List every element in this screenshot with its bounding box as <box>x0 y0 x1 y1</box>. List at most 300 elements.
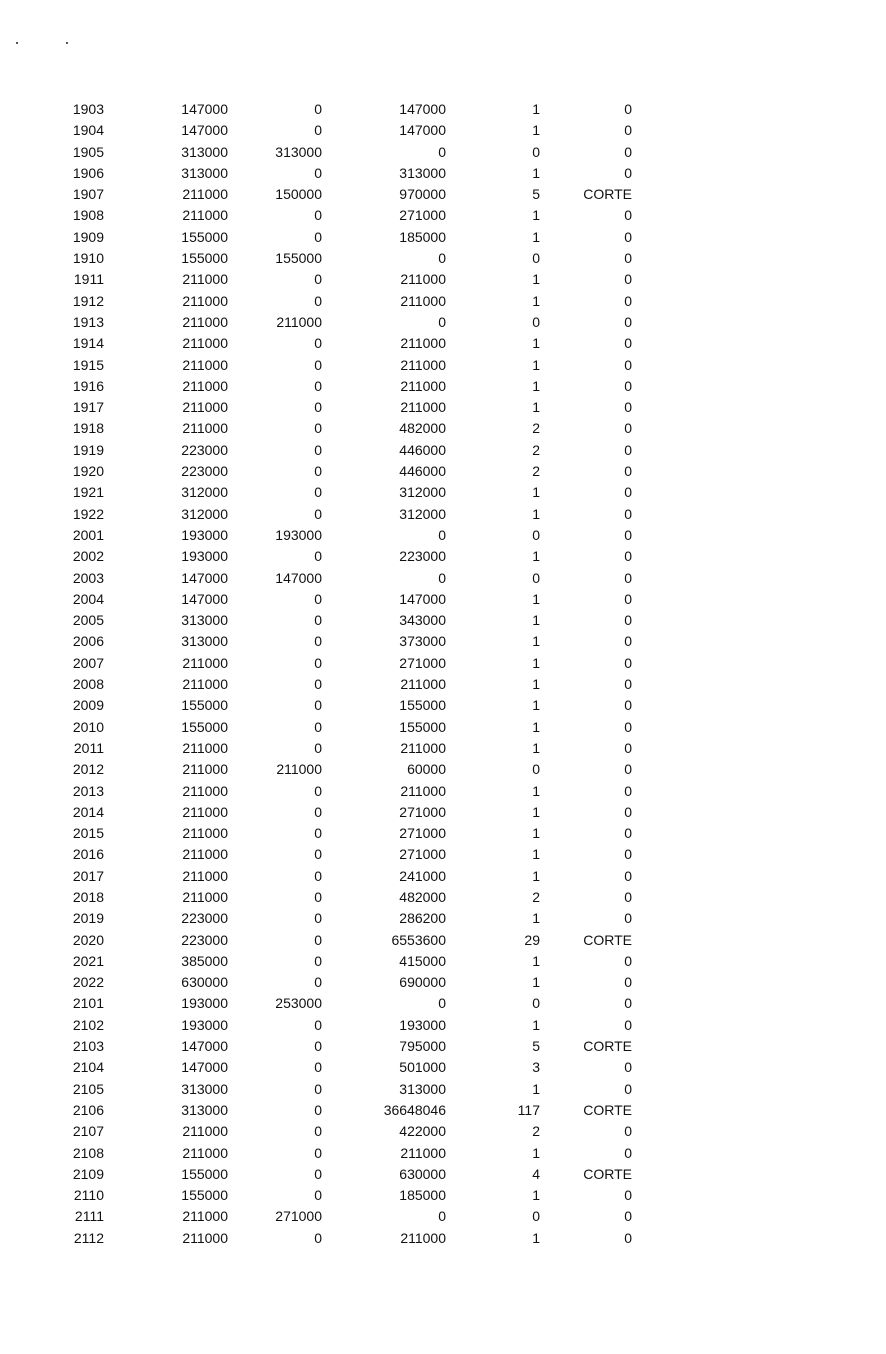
table-cell: 3 <box>532 1059 540 1076</box>
table-row <box>0 951 886 972</box>
table-cell: 0 <box>314 1165 322 1182</box>
table-cell: 2108 <box>72 1144 104 1161</box>
table-cell: 1 <box>532 803 540 820</box>
table-cell: 2008 <box>72 676 104 693</box>
table-cell: 2013 <box>72 782 104 799</box>
table-cell: 313000 <box>399 164 446 181</box>
table-cell: 1 <box>532 676 540 693</box>
table-cell: 60000 <box>407 761 446 778</box>
table-row <box>0 738 886 759</box>
table-cell: 0 <box>624 974 632 991</box>
table-cell: 313000 <box>181 1101 228 1118</box>
table-cell: 1 <box>532 548 540 565</box>
table-row <box>0 866 886 887</box>
table-row <box>0 1164 886 1185</box>
table-cell: 271000 <box>399 654 446 671</box>
table-row <box>0 120 886 141</box>
table-cell: 0 <box>314 1101 322 1118</box>
table-cell: 0 <box>624 356 632 373</box>
table-cell: 2105 <box>72 1080 104 1097</box>
table-cell: 0 <box>314 931 322 948</box>
table-cell: 313000 <box>181 164 228 181</box>
table-cell: 1 <box>532 399 540 416</box>
table-cell: 2020 <box>72 931 104 948</box>
table-cell: 1913 <box>72 313 104 330</box>
table-cell: 155000 <box>181 1165 228 1182</box>
table-cell: 223000 <box>399 548 446 565</box>
table-cell: 0 <box>314 1123 322 1140</box>
table-cell: 2006 <box>72 633 104 650</box>
table-cell: 415000 <box>399 952 446 969</box>
table-cell: 211000 <box>400 1229 446 1246</box>
table-cell: 0 <box>624 590 632 607</box>
table-cell: 193000 <box>181 995 228 1012</box>
table-cell: 0 <box>314 739 322 756</box>
table-cell: 211000 <box>276 313 322 330</box>
table-cell: 6553600 <box>391 931 446 948</box>
table-cell: 1 <box>532 1080 540 1097</box>
table-cell: 2003 <box>72 569 104 586</box>
table-cell: 211000 <box>182 1144 228 1161</box>
table-row <box>0 376 886 397</box>
table-cell: 482000 <box>399 888 446 905</box>
table-cell: 211000 <box>400 292 446 309</box>
table-cell: 185000 <box>399 1187 446 1204</box>
table-cell: 1 <box>532 654 540 671</box>
table-cell: 147000 <box>399 101 446 117</box>
table-cell: 1914 <box>72 335 104 352</box>
table-cell: 0 <box>624 761 632 778</box>
table-row <box>0 355 886 376</box>
table-cell: 286200 <box>399 910 446 927</box>
table-cell: 1 <box>532 207 540 224</box>
table-cell: 1 <box>532 697 540 714</box>
table-cell: 0 <box>624 484 632 501</box>
table-cell: 0 <box>624 143 632 160</box>
table-cell: 0 <box>314 697 322 714</box>
table-cell: 690000 <box>399 974 446 991</box>
table-cell: 211000 <box>182 739 228 756</box>
table-cell: 1907 <box>72 186 104 203</box>
table-cell: 253000 <box>275 995 322 1012</box>
table-cell: 0 <box>624 377 632 394</box>
table-cell: 2012 <box>72 761 104 778</box>
table-row <box>0 887 886 908</box>
table-row <box>0 781 886 802</box>
table-cell: 4 <box>532 1165 540 1182</box>
table-cell: 0 <box>624 250 632 267</box>
table-cell: 0 <box>624 1187 632 1204</box>
table-cell: 211000 <box>182 335 228 352</box>
table-cell: 630000 <box>399 1165 446 1182</box>
table-cell: 0 <box>624 420 632 437</box>
table-cell: 2102 <box>72 1016 104 1033</box>
table-cell: 0 <box>624 846 632 863</box>
table-cell: 0 <box>314 910 322 927</box>
table-cell: 193000 <box>275 526 322 543</box>
table-cell: 1917 <box>72 399 104 416</box>
table-row <box>0 1185 886 1206</box>
table-cell: 0 <box>314 420 322 437</box>
table-row <box>0 546 886 567</box>
table-cell: 0 <box>314 867 322 884</box>
table-row <box>0 674 886 695</box>
table-cell: 0 <box>624 207 632 224</box>
table-cell: 0 <box>314 633 322 650</box>
table-cell: 0 <box>532 569 540 586</box>
table-cell: 0 <box>624 441 632 458</box>
table-cell: 0 <box>314 484 322 501</box>
table-cell: 630000 <box>181 974 228 991</box>
table-cell: 0 <box>314 676 322 693</box>
table-cell: 1 <box>532 782 540 799</box>
table-cell: 0 <box>314 548 322 565</box>
table-cell: 185000 <box>399 228 446 245</box>
table-cell: 0 <box>624 1059 632 1076</box>
table-row <box>0 227 886 248</box>
table-cell: 1 <box>532 164 540 181</box>
table-cell: 343000 <box>399 612 446 629</box>
table-cell: 211000 <box>182 846 228 863</box>
table-cell: 1 <box>532 846 540 863</box>
table-cell: 795000 <box>399 1038 446 1055</box>
table-cell: 0 <box>624 676 632 693</box>
table-cell: 1912 <box>72 292 104 309</box>
table-cell: 501000 <box>399 1059 446 1076</box>
table-cell: 0 <box>532 761 540 778</box>
table-cell: 0 <box>314 1080 322 1097</box>
table-cell: 211000 <box>182 782 228 799</box>
table-row <box>0 291 886 312</box>
table-cell: 1918 <box>72 420 104 437</box>
table-cell: 0 <box>314 164 322 181</box>
table-cell: 1 <box>532 718 540 735</box>
table-cell: 2 <box>532 441 540 458</box>
table-cell: 1 <box>532 910 540 927</box>
table-cell: 0 <box>624 399 632 416</box>
table-cell: 1 <box>532 271 540 288</box>
table-cell: 0 <box>624 313 632 330</box>
table-cell: 211000 <box>182 292 228 309</box>
table-cell: 0 <box>314 356 322 373</box>
table-cell: 2015 <box>72 825 104 842</box>
table-cell: 0 <box>624 739 632 756</box>
table-cell: 1 <box>532 952 540 969</box>
table-cell: 211000 <box>182 761 228 778</box>
table-cell: 0 <box>624 463 632 480</box>
table-row <box>0 1228 886 1249</box>
table-cell: 211000 <box>400 739 446 756</box>
table-cell: 271000 <box>399 846 446 863</box>
table-cell: 0 <box>314 888 322 905</box>
table-cell: 0 <box>624 910 632 927</box>
table-cell: 5 <box>532 186 540 203</box>
table-cell: 0 <box>624 1016 632 1033</box>
table-cell: 147000 <box>181 1059 228 1076</box>
table-cell: 2110 <box>73 1187 104 1204</box>
table-cell: 1 <box>532 1229 540 1246</box>
table-cell: 2017 <box>72 867 104 884</box>
table-row <box>0 653 886 674</box>
table-cell: 0 <box>624 1208 632 1225</box>
table-cell: 0 <box>314 1229 322 1246</box>
table-cell: 147000 <box>181 101 228 117</box>
table-cell: 223000 <box>181 910 228 927</box>
table-cell: 0 <box>624 782 632 799</box>
table-cell: 2007 <box>72 654 104 671</box>
table-row <box>0 1036 886 1057</box>
table-cell: 0 <box>314 101 322 117</box>
table-cell: 0 <box>314 1059 322 1076</box>
table-cell: 223000 <box>181 931 228 948</box>
table-cell: 223000 <box>181 441 228 458</box>
table-row <box>0 568 886 589</box>
table-row <box>0 844 886 865</box>
table-cell: 0 <box>314 1187 322 1204</box>
table-cell: 211000 <box>400 1144 446 1161</box>
table-cell: 0 <box>624 825 632 842</box>
table-cell: 1 <box>532 377 540 394</box>
table-cell: 0 <box>532 995 540 1012</box>
table-cell: 312000 <box>399 484 446 501</box>
table-cell: 1 <box>532 292 540 309</box>
table-cell: 0 <box>624 867 632 884</box>
table-cell: 211000 <box>400 676 446 693</box>
table-cell: 2019 <box>72 910 104 927</box>
table-cell: 1 <box>532 505 540 522</box>
table-cell: 0 <box>314 654 322 671</box>
table-cell: 0 <box>624 122 632 139</box>
table-cell: 1921 <box>72 484 104 501</box>
table-row <box>0 163 886 184</box>
table-cell: 422000 <box>399 1123 446 1140</box>
table-cell: 2014 <box>72 803 104 820</box>
table-cell: 1911 <box>73 271 104 288</box>
table-cell: 313000 <box>181 612 228 629</box>
table-cell: 0 <box>314 1144 322 1161</box>
table-row <box>0 142 886 163</box>
table-cell: 0 <box>438 995 446 1012</box>
table-cell: 1 <box>532 1187 540 1204</box>
table-cell: 312000 <box>399 505 446 522</box>
table-cell: 0 <box>314 377 322 394</box>
table-cell: 0 <box>532 1208 540 1225</box>
table-cell: 0 <box>314 505 322 522</box>
table-cell: 0 <box>624 228 632 245</box>
table-cell: 0 <box>624 1080 632 1097</box>
table-cell: 36648046 <box>383 1101 446 1118</box>
table-row <box>0 972 886 993</box>
table-cell: 1 <box>532 1016 540 1033</box>
table-cell: 211000 <box>182 420 228 437</box>
table-row <box>0 333 886 354</box>
table-cell: 1 <box>532 228 540 245</box>
table-cell: 5 <box>532 1038 540 1055</box>
table-cell: 211000 <box>400 377 446 394</box>
table-row <box>0 418 886 439</box>
table-cell: 211000 <box>276 761 322 778</box>
table-cell: 193000 <box>181 1016 228 1033</box>
table-cell: 193000 <box>181 548 228 565</box>
table-cell: 1920 <box>72 463 104 480</box>
table-cell: 1 <box>532 356 540 373</box>
table-cell: 0 <box>314 1038 322 1055</box>
table-cell: 0 <box>314 228 322 245</box>
table-cell: 0 <box>314 846 322 863</box>
table-row <box>0 717 886 738</box>
table-cell: 0 <box>532 526 540 543</box>
table-cell: 446000 <box>399 441 446 458</box>
table-cell: 0 <box>624 888 632 905</box>
table-cell: 2005 <box>72 612 104 629</box>
table-cell: 2 <box>532 420 540 437</box>
table-cell: 211000 <box>182 1123 228 1140</box>
table-cell: 147000 <box>181 122 228 139</box>
table-cell: 2022 <box>72 974 104 991</box>
table-cell: 211000 <box>182 1229 228 1246</box>
table-cell: 211000 <box>182 207 228 224</box>
table-cell: 2021 <box>72 952 104 969</box>
table-row <box>0 695 886 716</box>
table-row <box>0 759 886 780</box>
table-cell: 0 <box>314 782 322 799</box>
table-cell: 150000 <box>275 186 322 203</box>
table-cell: 211000 <box>182 654 228 671</box>
table-cell: 0 <box>314 952 322 969</box>
table-cell: 271000 <box>399 825 446 842</box>
table-cell: 1915 <box>72 356 104 373</box>
table-cell: 155000 <box>181 228 228 245</box>
table-cell: 2011 <box>73 739 104 756</box>
table-cell: 1 <box>532 825 540 842</box>
table-row <box>0 1057 886 1078</box>
table-cell: 155000 <box>399 718 446 735</box>
table-row <box>0 823 886 844</box>
table-cell: 2009 <box>72 697 104 714</box>
table-cell: 385000 <box>181 952 228 969</box>
table-row <box>0 269 886 290</box>
table-cell: 147000 <box>399 122 446 139</box>
table-cell: 271000 <box>399 207 446 224</box>
table-cell: 0 <box>314 271 322 288</box>
table-cell: 147000 <box>181 590 228 607</box>
table-cell: 1908 <box>72 207 104 224</box>
table-cell: 211000 <box>182 867 228 884</box>
table-cell: 0 <box>438 313 446 330</box>
table-cell: 0 <box>314 399 322 416</box>
table-cell: 0 <box>624 1123 632 1140</box>
table-cell: 29 <box>524 931 540 948</box>
table-row <box>0 461 886 482</box>
table-cell: 2103 <box>72 1038 104 1055</box>
table-cell: 0 <box>438 569 446 586</box>
table-cell: 2016 <box>72 846 104 863</box>
table-cell: 312000 <box>181 484 228 501</box>
table-row <box>0 610 886 631</box>
table-cell: 2104 <box>72 1059 104 1076</box>
table-cell: 0 <box>624 697 632 714</box>
table-cell: 211000 <box>400 782 446 799</box>
table-cell: 0 <box>314 441 322 458</box>
table-cell: 1 <box>532 974 540 991</box>
table-cell: 2 <box>532 463 540 480</box>
table-cell: 0 <box>624 612 632 629</box>
table-row <box>0 1079 886 1100</box>
table-row <box>0 1015 886 1036</box>
table-cell: 970000 <box>399 186 446 203</box>
table-cell: 0 <box>314 825 322 842</box>
table-cell: 2 <box>532 888 540 905</box>
table-cell: 0 <box>438 1208 446 1225</box>
table-cell: 211000 <box>182 186 228 203</box>
table-cell: 211000 <box>182 377 228 394</box>
table-cell: 1 <box>532 484 540 501</box>
table-cell: 0 <box>438 526 446 543</box>
table-cell: 1 <box>532 122 540 139</box>
table-cell: 1 <box>532 335 540 352</box>
table-cell: 0 <box>314 803 322 820</box>
table-cell: 0 <box>438 250 446 267</box>
table-cell: 1 <box>532 633 540 650</box>
table-cell: 0 <box>624 654 632 671</box>
table-cell: 0 <box>314 718 322 735</box>
table-cell: 147000 <box>275 569 322 586</box>
table-cell: 0 <box>314 590 322 607</box>
table-cell: 155000 <box>181 1187 228 1204</box>
table-cell: 211000 <box>400 356 446 373</box>
table-cell: 1 <box>532 1144 540 1161</box>
table-cell: 1 <box>532 739 540 756</box>
table-cell: 1 <box>532 612 540 629</box>
table-cell: 0 <box>624 569 632 586</box>
table-cell: 0 <box>314 122 322 139</box>
table-cell: 211000 <box>182 313 228 330</box>
table-row <box>0 184 886 205</box>
table-cell: 0 <box>624 526 632 543</box>
table-row <box>0 248 886 269</box>
table-cell: 223000 <box>181 463 228 480</box>
table-cell: 0 <box>624 548 632 565</box>
table-cell: 1 <box>532 867 540 884</box>
table-cell: CORTE <box>583 1038 632 1055</box>
table-cell: 313000 <box>275 143 322 160</box>
table-cell: 0 <box>624 995 632 1012</box>
table-row <box>0 397 886 418</box>
table-cell: 312000 <box>181 505 228 522</box>
table-row <box>0 589 886 610</box>
table-cell: 0 <box>314 1016 322 1033</box>
table-cell: 271000 <box>275 1208 322 1225</box>
table-cell: 211000 <box>400 271 446 288</box>
table-cell: 313000 <box>181 633 228 650</box>
table-cell: 1906 <box>72 164 104 181</box>
table-cell: 2004 <box>72 590 104 607</box>
table-cell: 211000 <box>182 271 228 288</box>
table-cell: 0 <box>624 803 632 820</box>
table-cell: 0 <box>624 164 632 181</box>
table-cell: 147000 <box>181 1038 228 1055</box>
table-cell: CORTE <box>583 1101 632 1118</box>
table-row <box>0 930 886 951</box>
table-cell: 2101 <box>72 995 104 1012</box>
table-cell: 2002 <box>72 548 104 565</box>
table-cell: 1910 <box>72 250 104 267</box>
table-cell: 2018 <box>72 888 104 905</box>
table-cell: 211000 <box>182 399 228 416</box>
table-cell: 0 <box>314 463 322 480</box>
table-cell: 155000 <box>275 250 322 267</box>
table-row <box>0 1100 886 1121</box>
